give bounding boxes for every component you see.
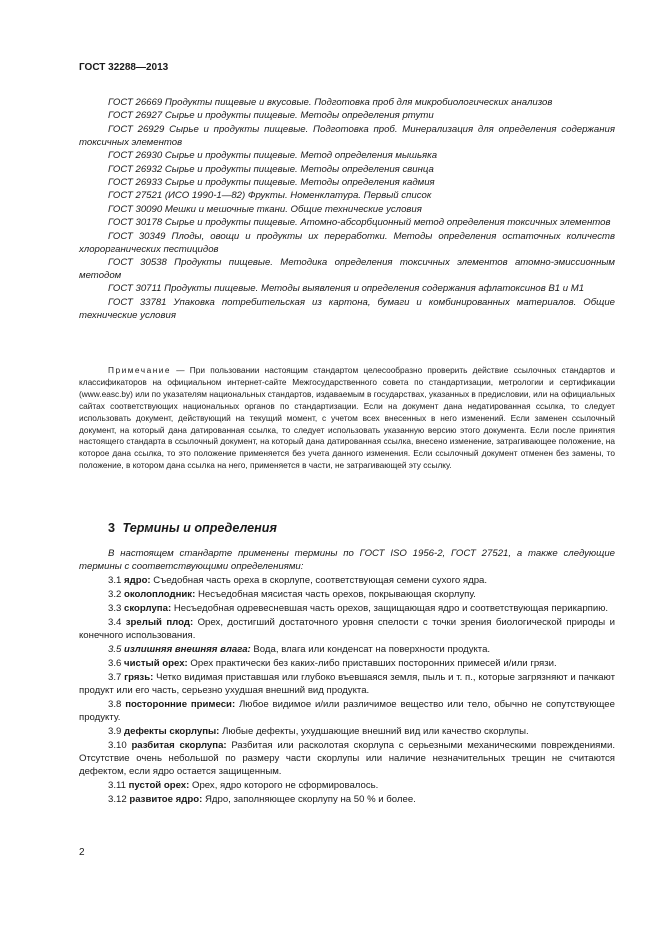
term-name: посторонние примеси:	[125, 699, 236, 710]
term-number: 3.3	[108, 603, 122, 614]
term-entry	[79, 698, 615, 724]
reference-item: ГОСТ 26932 Сырье и продукты пищевые. Методы определения свинца	[108, 163, 434, 175]
term-entry	[79, 643, 615, 656]
term-number: 3.11	[108, 780, 126, 791]
term-entry	[79, 657, 615, 670]
term-definition: Разбитая или расколотая скорлупа с серьезными механическими повреждениями. Отсутствие очень небольшой по размеру части скорлупы или наличие незначительных трещин не считаются дефектом, если ядро остается защищенным.	[79, 740, 615, 777]
section-intro: В настоящем стандарте применены термины по ГОСТ ISO 1956-2, ГОСТ 27521, а также следующие термины с соответствующими определениями:	[79, 548, 615, 572]
term-name: грязь:	[124, 672, 154, 683]
note-label: Примечание	[108, 365, 172, 375]
term-definition: Съедобная часть ореха в скорлупе, соответствующая семени сухого ядра.	[153, 575, 488, 586]
term-number: 3.2	[108, 589, 122, 600]
reference-item: ГОСТ 30711 Продукты пищевые. Методы выявления и определения содержания афлатоксинов B1 и M1	[108, 283, 585, 295]
note-text: — При пользовании настоящим стандартом целесообразно проверить действие ссылочных стандартов и классификаторов на официальном интернет-сайте Межгосударственного совета по стандартизации, метрологии и сертификации (www.easc.by) или по указателям национальных стандартов, издаваемым в государствах, указанных в предисловии, или на официальных сайтах соответствующих национальных органов по стандартизации. Если на документ дана недатированная ссылка, то следует использовать документ, действующий на текущий момент, с учетом всех внесенных в него изменений. Если заменен ссылочный документ, на который дана датированная ссылка, то следует использовать указанную версию этого документа. Если после принятия настоящего стандарта в ссылочный документ, на который дана датированная ссылка, внесено изменение, затрагивающее положение, на которое дана ссылка, то это положение применяется без учета данного изменения. Если ссылочный документ отменен без замены, то положение, в котором дана ссылка на него, применяется в части, не затрагивающей эту ссылку.	[79, 365, 615, 471]
term-number: 3.5	[108, 644, 122, 655]
reference-item: ГОСТ 30349 Плоды, овощи и продукты их переработки. Методы определения остаточных количеств хлорорганических пестицидов	[79, 230, 615, 255]
term-name: излишняя внешняя влага:	[124, 644, 251, 655]
term-name: пустой орех:	[128, 780, 190, 791]
term-name: развитое ядро:	[129, 794, 203, 805]
reference-item: ГОСТ 30538 Продукты пищевые. Методика определения токсичных элементов атомно-эмиссионным методом	[79, 256, 615, 281]
term-number: 3.7	[108, 672, 122, 683]
page-number: 2	[79, 847, 85, 858]
term-entry	[79, 739, 615, 778]
term-name: скорлупа:	[124, 603, 172, 614]
term-number: 3.10	[108, 740, 127, 751]
section-heading	[108, 521, 277, 535]
term-number: 3.8	[108, 699, 122, 710]
term-definition: Четко видимая приставшая или глубоко въевшаяся земля, пыль и т. п., которые загрязняют и пачкают продукт или его часть, серьезно ухудшая внешний вид продукта.	[79, 672, 615, 696]
term-name: разбитая скорлупа:	[131, 740, 227, 751]
reference-item: ГОСТ 33781 Упаковка потребительская из картона, бумаги и комбинированных материалов. Общие технические условия	[79, 296, 615, 321]
term-name: околоплодник:	[124, 589, 196, 600]
term-definition: Несъедобная мясистая часть орехов, покрывающая скорлупу.	[197, 589, 476, 600]
reference-item: ГОСТ 30090 Мешки и мешочные ткани. Общие технические условия	[108, 203, 422, 215]
term-number: 3.6	[108, 658, 122, 669]
reference-item: ГОСТ 26933 Сырье и продукты пищевые. Методы определения кадмия	[108, 176, 435, 188]
normative-references-list	[79, 96, 615, 322]
section-title: Термины и определения	[122, 521, 277, 535]
term-entry	[79, 779, 615, 792]
term-number: 3.12	[108, 794, 127, 805]
term-entry	[79, 574, 615, 587]
term-definition: Орех практически без каких-либо приставших посторонних примесей и/или грязи.	[190, 658, 557, 669]
reference-item: ГОСТ 26669 Продукты пищевые и вкусовые. Подготовка проб для микробиологических анализов	[108, 97, 553, 108]
document-header: ГОСТ 32288—2013	[79, 62, 169, 73]
term-entry	[79, 793, 615, 806]
term-number: 3.1	[108, 575, 122, 586]
reference-item: ГОСТ 30178 Сырье и продукты пищевые. Атомно-абсорбционный метод определения токсичных элементов	[108, 217, 611, 229]
term-name: ядро:	[124, 575, 151, 586]
term-name: дефекты скорлупы:	[124, 726, 220, 737]
reference-item: ГОСТ 26929 Сырье и продукты пищевые. Подготовка проб. Минерализация для определения содержания токсичных элементов	[79, 123, 615, 148]
term-definition: Вода, влага или конденсат на поверхности продукта.	[253, 644, 491, 655]
term-definition: Любое видимое и/или различимое вещество или тело, обычно не сопутствующее продукту.	[79, 699, 615, 723]
term-entry	[79, 725, 615, 738]
term-definition: Орех, ядро которого не сформировалось.	[192, 780, 379, 791]
term-name: чистый орех:	[124, 658, 188, 669]
reference-item: ГОСТ 26927 Сырье и продукты пищевые. Методы определения ртути	[108, 110, 434, 122]
term-definition: Ядро, заполняющее скорлупу на 50 % и более.	[204, 794, 416, 805]
note-block	[79, 365, 615, 472]
term-definition: Орех, достигший достаточного уровня спелости с точки зрения биологической природы и конечного использования.	[79, 617, 615, 641]
term-name: зрелый плод:	[125, 617, 194, 628]
term-entry	[79, 602, 615, 615]
terms-list	[79, 547, 615, 807]
reference-item: ГОСТ 27521 (ИСО 1990-1—82) Фрукты. Номенклатура. Первый список	[108, 190, 432, 202]
term-entry	[79, 588, 615, 601]
term-definition: Несъедобная одревесневшая часть орехов, защищающая ядро и соответствующая перикарпию.	[173, 603, 609, 614]
term-entry	[79, 671, 615, 697]
term-entry	[79, 616, 615, 642]
term-number: 3.4	[108, 617, 122, 628]
note-paragraph	[79, 365, 615, 472]
reference-item: ГОСТ 26930 Сырье и продукты пищевые. Метод определения мышьяка	[108, 150, 438, 162]
term-number: 3.9	[108, 726, 122, 737]
section-number: 3	[108, 521, 116, 535]
term-definition: Любые дефекты, ухудшающие внешний вид или качество скорлупы.	[222, 726, 529, 737]
